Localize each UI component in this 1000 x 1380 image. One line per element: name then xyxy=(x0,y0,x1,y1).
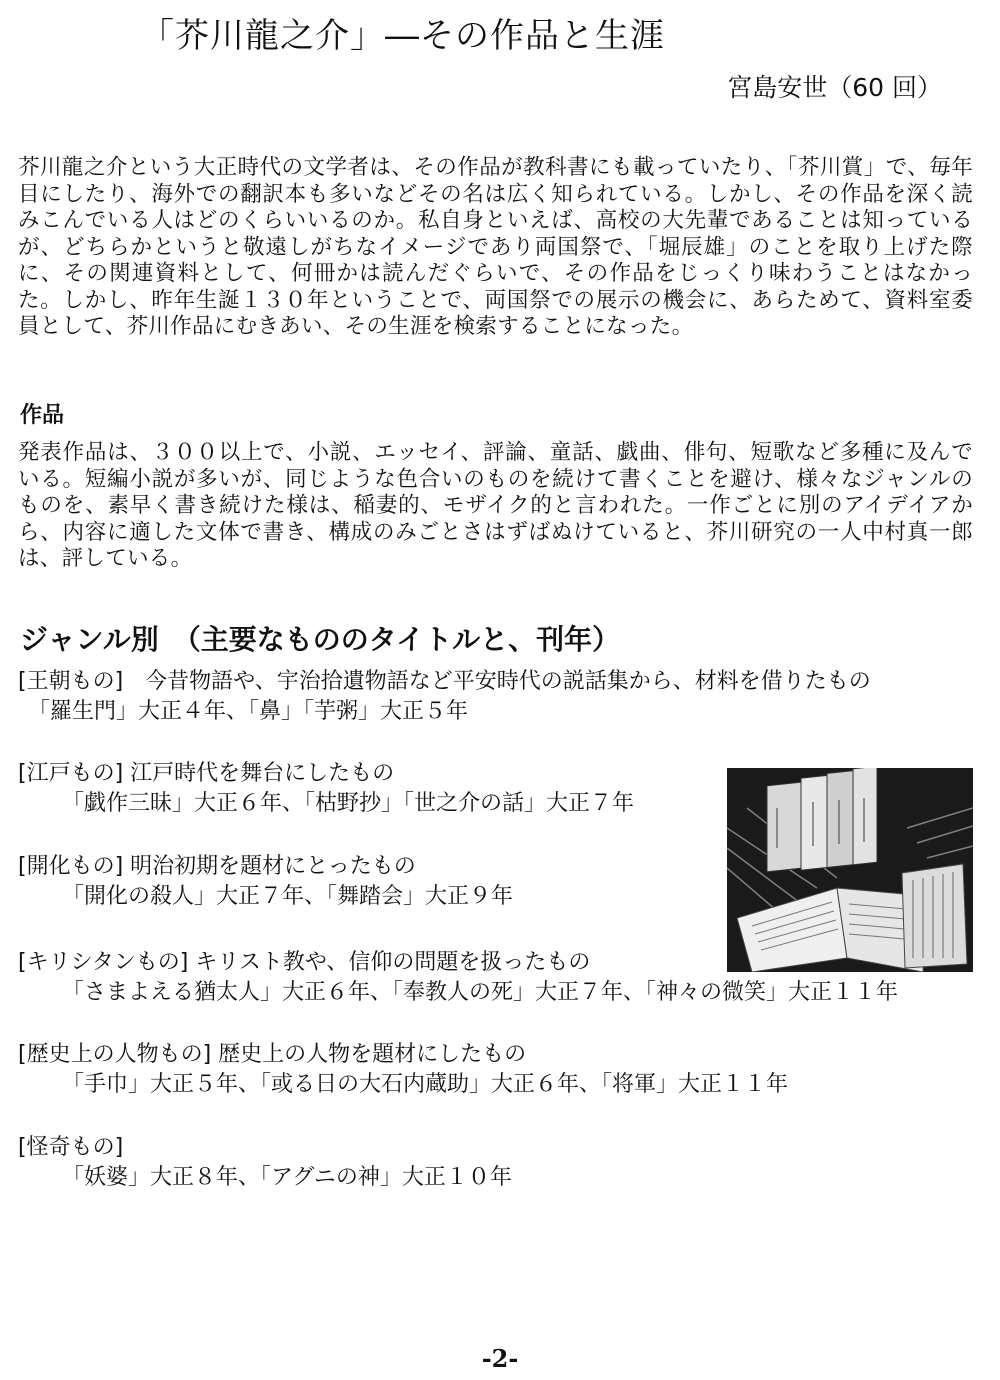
page-title: 「芥川龍之介」―その作品と生涯 xyxy=(140,16,665,56)
books-illustration xyxy=(727,768,973,972)
genre-titles: 「羅生門」大正４年、「鼻」「芋粥」大正５年 xyxy=(28,699,469,724)
genre-titles: 「さまよえる猶太人」大正６年、「奉教人の死」大正７年、「神々の微笑」大正１１年 xyxy=(62,980,899,1005)
genre-label: [怪奇もの] xyxy=(18,1135,124,1160)
genre-label: [王朝もの] 今昔物語や、宇治拾遺物語など平安時代の説話集から、材料を借りたもの xyxy=(18,669,871,694)
genre-titles: 「戯作三昧」大正６年、「枯野抄」「世之介の話」大正７年 xyxy=(62,791,635,816)
genre-titles: 「開化の殺人」大正７年、「舞踏会」大正９年 xyxy=(62,884,514,909)
genre-item-rekishi xyxy=(18,1040,788,1100)
genre-item-kaika xyxy=(18,852,513,912)
genre-label: [キリシタンもの] キリスト教や、信仰の問題を扱ったもの xyxy=(18,950,591,975)
genre-titles: 「妖婆」大正８年、「アグニの神」大正１０年 xyxy=(62,1165,512,1190)
genre-label: [江戸もの] 江戸時代を舞台にしたもの xyxy=(18,761,395,786)
genre-label: [歴史上の人物もの] 歴史上の人物を題材にしたもの xyxy=(18,1042,527,1067)
works-heading: 作品 xyxy=(20,403,65,428)
intro-paragraph: 芥川龍之介という大正時代の文学者は、その作品が教科書にも載っていたり、「芥川賞」で、毎年目にしたり、海外での翻訳本も多いなどその名は広く知られている。しかし、その作品を深く読みこんでいる人はどのくらいいるのか。私自身といえば、高校の大先輩であることは知っているが、どちらかというと敬遠しがちなイメージであり両国祭で、「堀辰雄」のことを取り上げた際に、その関連資料として、何冊かは読んだぐらいで、その作品をじっくり味わうことはなかった。しかし、昨年生誕１３０年ということで、両国祭での展示の機会に、あらためて、資料室委員として、芥川作品にむきあい、その生涯を検索することになった。 xyxy=(18,155,973,339)
author-line: 宮島安世（60 回） xyxy=(727,73,942,102)
genre-item-kaiki xyxy=(18,1133,512,1193)
page-number: -2- xyxy=(481,1344,519,1373)
genre-item-edo xyxy=(18,759,634,819)
books-photo xyxy=(727,768,973,972)
genre-heading: ジャンル別 （主要なもののタイトルと、刊年） xyxy=(20,623,621,656)
genre-titles: 「手巾」大正５年、「或る日の大石内蔵助」大正６年、「将軍」大正１１年 xyxy=(62,1072,789,1097)
genre-label: [開化もの] 明治初期を題材にとったもの xyxy=(18,854,416,879)
genre-item-ocho xyxy=(18,667,871,727)
works-paragraph: 発表作品は、３００以上で、小説、エッセイ、評論、童話、戯曲、俳句、短歌など多種に及んでいる。短編小説が多いが、同じような色合いのものを続けて書くことを避け、様々なジャンルのものを、素早く書き続けた様は、稲妻的、モザイク的と言われた。一作ごとに別のアイデイアから、内容に適した文体で書き、構成のみごとさはずばぬけていると、芥川研究の一人中村真一郎は、評している。 xyxy=(18,440,973,571)
